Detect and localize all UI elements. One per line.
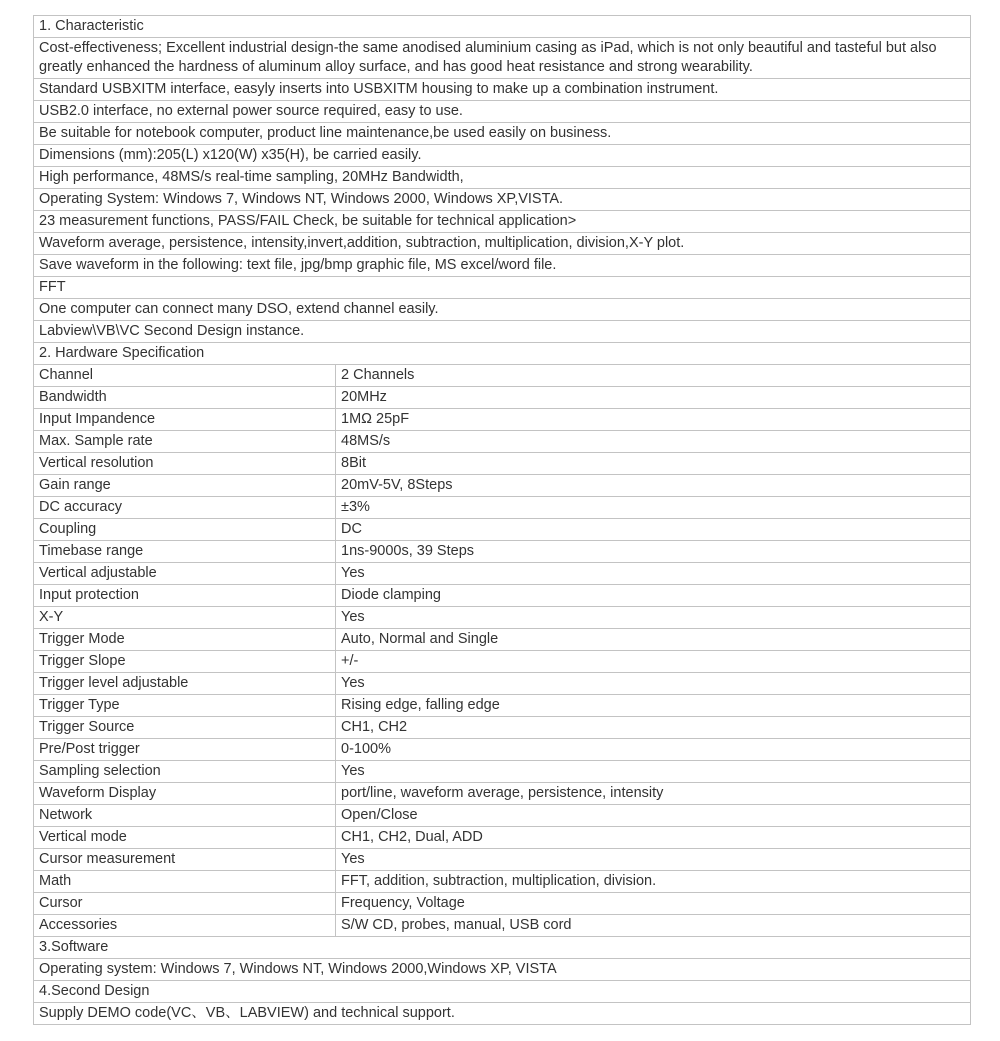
spec-row [34, 739, 971, 761]
software-row [34, 959, 971, 981]
characteristic-item: USB2.0 interface, no external power source required, easy to use. [34, 101, 971, 123]
spec-row [34, 695, 971, 717]
characteristic-item: Dimensions (mm):205(L) x120(W) x35(H), be carried easily. [34, 145, 971, 167]
software-heading: 3.Software [34, 937, 971, 959]
spec-value: 0-100% [336, 739, 971, 761]
characteristic-item: Standard USBXITM interface, easyly inserts into USBXITM housing to make up a combination instrument. [34, 79, 971, 101]
spec-key: X-Y [34, 607, 336, 629]
spec-key: Vertical resolution [34, 453, 336, 475]
spec-key: Trigger Slope [34, 651, 336, 673]
spec-key: Sampling selection [34, 761, 336, 783]
spec-key: Gain range [34, 475, 336, 497]
characteristic-row [34, 79, 971, 101]
spec-key: Vertical adjustable [34, 563, 336, 585]
characteristic-item: Save waveform in the following: text file, jpg/bmp graphic file, MS excel/word file. [34, 255, 971, 277]
characteristic-item: Waveform average, persistence, intensity,invert,addition, subtraction, multiplication, division,X-Y plot. [34, 233, 971, 255]
spec-row [34, 717, 971, 739]
spec-row [34, 629, 971, 651]
spec-row [34, 475, 971, 497]
characteristic-item: Operating System: Windows 7, Windows NT, Windows 2000, Windows XP,VISTA. [34, 189, 971, 211]
spec-key: Cursor measurement [34, 849, 336, 871]
spec-value: Auto, Normal and Single [336, 629, 971, 651]
characteristic-item: 23 measurement functions, PASS/FAIL Check, be suitable for technical application> [34, 211, 971, 233]
spec-value: DC [336, 519, 971, 541]
spec-row [34, 783, 971, 805]
spec-row [34, 453, 971, 475]
spec-value: 1MΩ 25pF [336, 409, 971, 431]
spec-table [33, 15, 971, 1025]
spec-key: Input Impandence [34, 409, 336, 431]
spec-value: 48MS/s [336, 431, 971, 453]
spec-value: 20MHz [336, 387, 971, 409]
spec-row [34, 563, 971, 585]
section-heading-row [34, 937, 971, 959]
spec-row [34, 431, 971, 453]
spec-value: CH1, CH2, Dual, ADD [336, 827, 971, 849]
spec-key: Trigger Source [34, 717, 336, 739]
spec-row [34, 585, 971, 607]
spec-row [34, 519, 971, 541]
spec-row [34, 915, 971, 937]
spec-value: Yes [336, 607, 971, 629]
characteristic-row [34, 321, 971, 343]
spec-key: Max. Sample rate [34, 431, 336, 453]
spec-value: 20mV-5V, 8Steps [336, 475, 971, 497]
spec-value: CH1, CH2 [336, 717, 971, 739]
spec-key: Cursor [34, 893, 336, 915]
spec-key: Vertical mode [34, 827, 336, 849]
characteristic-row [34, 123, 971, 145]
spec-key: Channel [34, 365, 336, 387]
spec-row [34, 387, 971, 409]
spec-key: Math [34, 871, 336, 893]
spec-value: Diode clamping [336, 585, 971, 607]
characteristic-row [34, 299, 971, 321]
spec-value: +/- [336, 651, 971, 673]
spec-row [34, 409, 971, 431]
section-heading-row [34, 16, 971, 38]
spec-value: FFT, addition, subtraction, multiplication, division. [336, 871, 971, 893]
second-design-row [34, 1003, 971, 1025]
characteristic-row [34, 211, 971, 233]
spec-row [34, 673, 971, 695]
spec-row [34, 761, 971, 783]
spec-key: Trigger Mode [34, 629, 336, 651]
characteristic-row [34, 255, 971, 277]
spec-key: Waveform Display [34, 783, 336, 805]
spec-key: Timebase range [34, 541, 336, 563]
spec-row [34, 893, 971, 915]
characteristic-row [34, 38, 971, 79]
spec-row [34, 871, 971, 893]
spec-key: Trigger level adjustable [34, 673, 336, 695]
characteristic-row [34, 167, 971, 189]
spec-key: Bandwidth [34, 387, 336, 409]
spec-key: Network [34, 805, 336, 827]
spec-value: Yes [336, 761, 971, 783]
spec-row [34, 849, 971, 871]
spec-row [34, 365, 971, 387]
spec-value: Frequency, Voltage [336, 893, 971, 915]
spec-row [34, 651, 971, 673]
characteristic-item: One computer can connect many DSO, extend channel easily. [34, 299, 971, 321]
spec-row [34, 541, 971, 563]
characteristic-row [34, 233, 971, 255]
spec-row [34, 805, 971, 827]
spec-value: Rising edge, falling edge [336, 695, 971, 717]
spec-row [34, 827, 971, 849]
section-heading-row [34, 343, 971, 365]
spec-value: Yes [336, 673, 971, 695]
second-design-text: Supply DEMO code(VC、VB、LABVIEW) and technical support. [34, 1003, 971, 1025]
characteristic-item: Be suitable for notebook computer, product line maintenance,be used easily on business. [34, 123, 971, 145]
section-heading-row [34, 981, 971, 1003]
spec-value: 8Bit [336, 453, 971, 475]
second-design-heading: 4.Second Design [34, 981, 971, 1003]
characteristic-item: FFT [34, 277, 971, 299]
hardware-heading: 2. Hardware Specification [34, 343, 971, 365]
characteristic-item: High performance, 48MS/s real-time sampling, 20MHz Bandwidth, [34, 167, 971, 189]
spec-value: S/W CD, probes, manual, USB cord [336, 915, 971, 937]
spec-row [34, 607, 971, 629]
spec-value: 1ns-9000s, 39 Steps [336, 541, 971, 563]
spec-row [34, 497, 971, 519]
characteristic-item: Cost-effectiveness; Excellent industrial design-the same anodised aluminium casing as iPad, which is not only beautiful and tasteful but also greatly enhanced the hardness of aluminum alloy surface, and has good heat resistance and strong wearability. [34, 38, 971, 79]
spec-value: ±3% [336, 497, 971, 519]
spec-key: Trigger Type [34, 695, 336, 717]
spec-key: Coupling [34, 519, 336, 541]
spec-key: Accessories [34, 915, 336, 937]
characteristic-row [34, 145, 971, 167]
spec-value: Yes [336, 849, 971, 871]
spec-value: Open/Close [336, 805, 971, 827]
software-text: Operating system: Windows 7, Windows NT, Windows 2000,Windows XP, VISTA [34, 959, 971, 981]
spec-table-body [34, 16, 971, 1025]
characteristic-row [34, 277, 971, 299]
spec-key: DC accuracy [34, 497, 336, 519]
spec-value: port/line, waveform average, persistence, intensity [336, 783, 971, 805]
characteristic-row [34, 189, 971, 211]
spec-value: Yes [336, 563, 971, 585]
characteristic-heading: 1. Characteristic [34, 16, 971, 38]
spec-value: 2 Channels [336, 365, 971, 387]
characteristic-row [34, 101, 971, 123]
characteristic-item: Labview\VB\VC Second Design instance. [34, 321, 971, 343]
spec-key: Pre/Post trigger [34, 739, 336, 761]
spec-key: Input protection [34, 585, 336, 607]
